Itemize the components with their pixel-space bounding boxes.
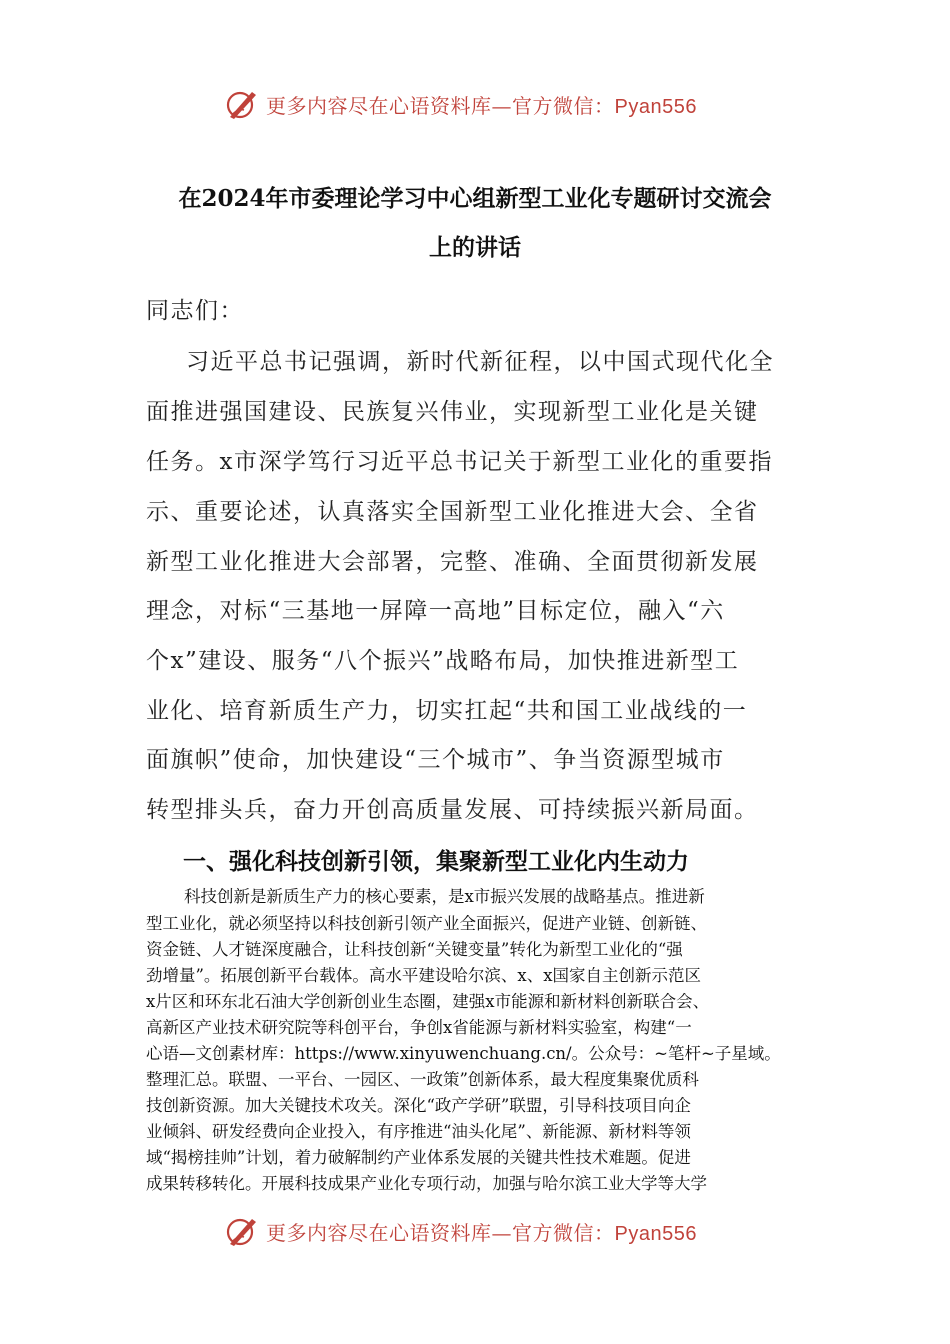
intro-line: 转型排头兵，奋力开创高质量发展、可持续振兴新局面。 — [146, 797, 759, 823]
intro-line: 示、重要论述，认真落实全国新型工业化推进大会、全省 — [146, 499, 759, 525]
watermark-text: 更多内容尽在心语资料库—官方微信：Pyan556 — [266, 93, 697, 118]
document-title-line-1: 在2024年市委理论学习中心组新型工业化专题研讨交流会 — [178, 185, 772, 212]
intro-line: 业化、培育新质生产力，切实扛起“共和国工业战线的一 — [146, 698, 748, 724]
pen-logo-icon — [224, 1213, 260, 1249]
watermark-text: 更多内容尽在心语资料库—官方微信：Pyan556 — [266, 1220, 697, 1245]
intro-line: 面推进强国建设、民族复兴伟业，实现新型工业化是关键 — [146, 399, 759, 425]
section-line: 劲增量”。拓展创新平台载体。高水平建设哈尔滨、x、x国家自主创新示范区 — [146, 966, 702, 985]
intro-line: 理念，对标“三基地一屏障一高地”目标定位，融入“六 — [146, 598, 725, 624]
intro-line: 任务。x市深学笃行习近平总书记关于新型工业化的重要指 — [146, 449, 773, 475]
section-line: 高新区产业技术研究院等科创平台，争创x省能源与新材料实验室，构建“一 — [146, 1018, 692, 1037]
section-line: 心语—文创素材库：https://www.xinyuwenchuang.cn/。公众号：~笔杆~子星域。 — [146, 1044, 781, 1063]
section-heading: 一、强化科技创新引领，集聚新型工业化内生动力 — [183, 849, 689, 875]
section-line: 整理汇总。联盟、一平台、一园区、一政策”创新体系，最大程度集聚优质科 — [146, 1070, 699, 1089]
section-line: 成果转移转化。开展科技成果产业化专项行动，加强与哈尔滨工业大学等大学 — [146, 1174, 707, 1193]
intro-line: 新型工业化推进大会部署，完整、准确、全面贯彻新发展 — [146, 549, 759, 575]
watermark-banner-bottom — [0, 1211, 950, 1251]
section-line: 域“揭榜挂帅”计划，着力破解制约产业体系发展的关键共性技术难题。促进 — [146, 1148, 691, 1167]
intro-line: 个x”建设、服务“八个振兴”战略布局，加快推进新型工 — [146, 648, 740, 674]
section-line: x片区和环东北石油大学创新创业生态圈，建强x市能源和新材料创新联合会、 — [146, 992, 710, 1011]
section-line: 业倾斜、研发经费向企业投入，有序推进“油头化尾”、新能源、新材料等领 — [146, 1122, 691, 1141]
salutation: 同志们： — [146, 298, 244, 324]
section-line: 技创新资源。加大关键技术攻关。深化“政产学研”联盟，引导科技项目向企 — [146, 1096, 691, 1115]
document-title-line-2: 上的讲话 — [429, 234, 521, 261]
section-line: 型工业化，就必须坚持以科技创新引领产业全面振兴，促进产业链、创新链、 — [146, 914, 707, 933]
section-line: 科技创新是新质生产力的核心要素，是x市振兴发展的战略基点。推进新 — [184, 887, 705, 906]
intro-line: 习近平总书记强调，新时代新征程，以中国式现代化全 — [186, 349, 774, 375]
pen-logo-icon — [224, 86, 260, 122]
watermark-banner-top — [0, 84, 950, 124]
intro-line: 面旗帜”使命，加快建设“三个城市”、争当资源型城市 — [146, 747, 725, 773]
section-line: 资金链、人才链深度融合，让科技创新“关键变量”转化为新型工业化的“强 — [146, 940, 683, 959]
